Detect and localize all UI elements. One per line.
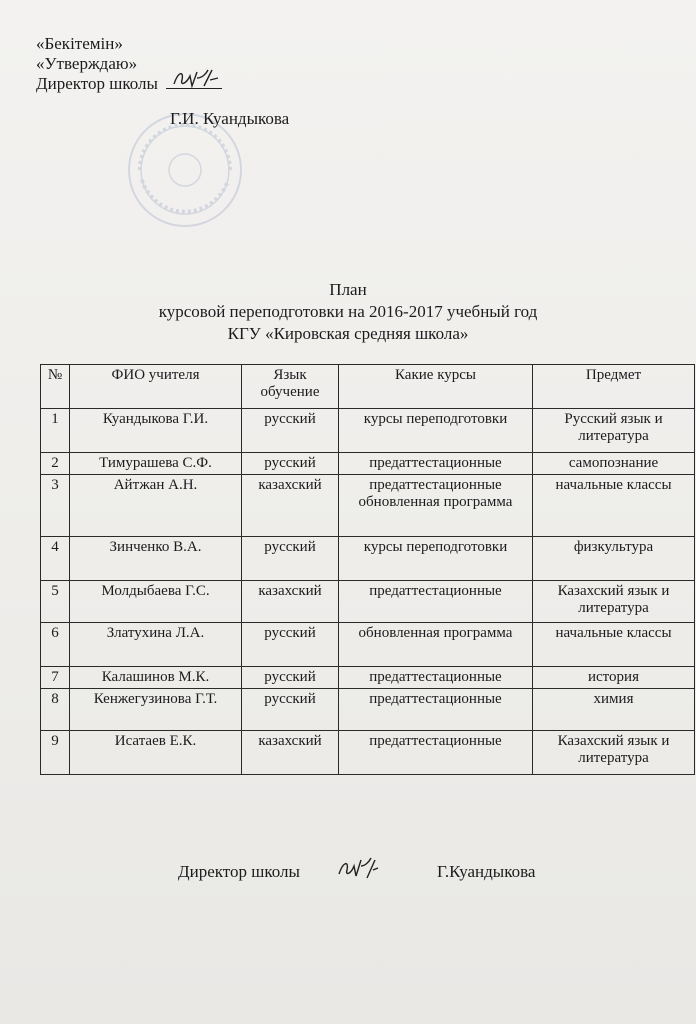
cell-course: предаттестационные обновленная программа [339,475,533,537]
cell-num: 5 [41,581,70,623]
cell-subject: самопознание [533,453,695,475]
cell-course: обновленная программа [339,623,533,667]
cell-name: Айтжан А.Н. [70,475,242,537]
cell-name: Зинченко В.А. [70,537,242,581]
cell-subject: физкультура [533,537,695,581]
header-course: Какие курсы [339,365,533,409]
cell-subject: начальные классы [533,475,695,537]
cell-lang: русский [242,409,339,453]
table-row [41,731,695,775]
cell-num: 3 [41,475,70,537]
signature-line [166,74,222,89]
approval-director-name: Г.И. Куандыкова [170,109,290,128]
heading-subtitle: курсовой переподготовки на 2016-2017 учебный год [158,302,538,321]
footer-director-label: Директор школы [178,862,300,881]
cell-lang: казахский [242,731,339,775]
cell-lang: русский [242,667,339,689]
approval-ru: «Утверждаю» [36,54,138,73]
signature-icon [170,66,220,92]
approval-director-label: Директор школы [36,74,158,93]
cell-subject: начальные классы [533,623,695,667]
courses-table [40,364,695,775]
cell-course: курсы переподготовки [339,537,533,581]
table-row [41,409,695,453]
cell-subject: Казахский язык и литература [533,581,695,623]
cell-name: Кенжегузинова Г.Т. [70,689,242,731]
cell-lang: русский [242,537,339,581]
signature-icon [335,854,379,884]
heading-title: План [329,280,367,299]
table-row [41,581,695,623]
cell-lang: казахский [242,581,339,623]
table-header-row [41,365,695,409]
cell-course: предаттестационные [339,581,533,623]
approval-kz: «Бекітемін» [36,34,123,53]
cell-name: Исатаев Е.К. [70,731,242,775]
table-row [41,537,695,581]
cell-lang: русский [242,623,339,667]
cell-course: предаттестационные [339,731,533,775]
heading-school: КГУ «Кировская средняя школа» [227,324,469,343]
cell-num: 1 [41,409,70,453]
cell-course: предаттестационные [339,689,533,731]
header-num: № [41,365,70,409]
cell-name: Калашинов М.К. [70,667,242,689]
header-lang: Язык обучение [242,365,339,409]
cell-num: 2 [41,453,70,475]
cell-num: 8 [41,689,70,731]
cell-name: Златухина Л.А. [70,623,242,667]
cell-subject: Казахский язык и литература [533,731,695,775]
footer-director-name: Г.Куандыкова [437,862,536,881]
table-row [41,475,695,537]
cell-name: Молдыбаева Г.С. [70,581,242,623]
cell-name: Тимурашева С.Ф. [70,453,242,475]
cell-num: 6 [41,623,70,667]
cell-name: Куандыкова Г.И. [70,409,242,453]
plan-heading [0,279,696,345]
cell-num: 9 [41,731,70,775]
cell-course: курсы переподготовки [339,409,533,453]
approval-director-line [36,74,222,94]
cell-lang: русский [242,689,339,731]
cell-subject: химия [533,689,695,731]
cell-lang: русский [242,453,339,475]
table-row [41,667,695,689]
cell-course: предаттестационные [339,453,533,475]
header-subject: Предмет [533,365,695,409]
table-row [41,453,695,475]
approval-block [36,34,222,94]
cell-num: 7 [41,667,70,689]
cell-subject: история [533,667,695,689]
table-row [41,689,695,731]
cell-lang: казахский [242,475,339,537]
cell-course: предаттестационные [339,667,533,689]
cell-subject: Русский язык и литература [533,409,695,453]
header-name: ФИО учителя [70,365,242,409]
table-row [41,623,695,667]
cell-num: 4 [41,537,70,581]
